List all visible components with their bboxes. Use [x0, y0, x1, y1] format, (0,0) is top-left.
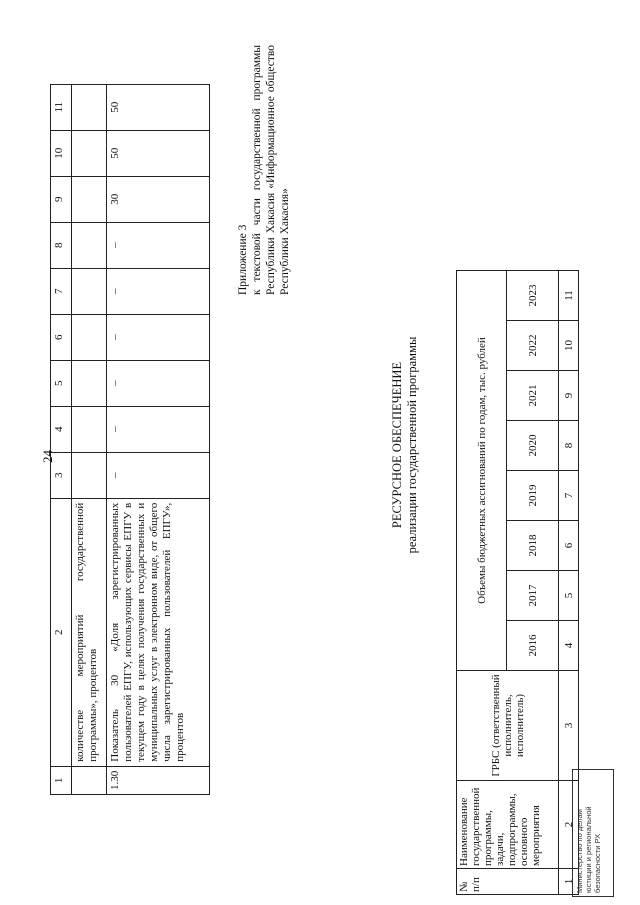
- value-cell: –: [107, 452, 210, 498]
- value-cell: –: [107, 314, 210, 360]
- header-cell: 9: [51, 176, 72, 222]
- value-cell: [72, 268, 107, 314]
- value-cell: –: [107, 360, 210, 406]
- value-cell: 30: [107, 176, 210, 222]
- stamp-line: безопасности РХ: [593, 833, 602, 893]
- index-cell: 8: [559, 421, 579, 471]
- value-cell: [72, 222, 107, 268]
- index-cell: 9: [559, 371, 579, 421]
- value-cell: [72, 360, 107, 406]
- row-number: 1.30: [107, 766, 210, 794]
- title-sub: реализации государственной программы: [405, 336, 419, 554]
- header-cell: 6: [51, 314, 72, 360]
- index-cell: 10: [559, 321, 579, 371]
- table-row: [107, 84, 210, 794]
- registration-stamp: [572, 769, 614, 897]
- value-cell: –: [107, 222, 210, 268]
- header-cell: 4: [51, 406, 72, 452]
- header-cell: 5: [51, 360, 72, 406]
- column-name-header: Наименование государственной программы, задачи, подпрограммы, основного мероприятия: [457, 781, 559, 869]
- value-cell: [72, 406, 107, 452]
- column-budget-header: Объемы бюджетных ассигнований по годам, тыс. рублей: [457, 271, 507, 671]
- table-header-row: [51, 84, 72, 794]
- appendix-note: [236, 45, 292, 295]
- index-cell: 4: [559, 621, 579, 671]
- appendix-reference: к текстовой части государственной программы Республики Хакасия «Информационное общество Республики Хакасия»: [251, 45, 291, 295]
- header-cell: 3: [51, 452, 72, 498]
- header-cell: 2: [51, 498, 72, 766]
- index-cell: 11: [559, 271, 579, 321]
- year-cell: 2017: [507, 571, 559, 621]
- document-title: [390, 285, 420, 605]
- year-cell: 2018: [507, 521, 559, 571]
- indicators-table: [50, 84, 210, 795]
- header-cell: 11: [51, 84, 72, 130]
- header-cell: 10: [51, 130, 72, 176]
- year-cell: 2021: [507, 371, 559, 421]
- year-cell: 2022: [507, 321, 559, 371]
- year-cell: 2023: [507, 271, 559, 321]
- column-grbs-header: ГРБС (ответственный исполнитель, исполнитель): [457, 671, 559, 781]
- year-cell: 2016: [507, 621, 559, 671]
- index-cell: 5: [559, 571, 579, 621]
- value-cell: [72, 314, 107, 360]
- value-cell: [72, 452, 107, 498]
- value-cell: [72, 130, 107, 176]
- index-cell: 3: [559, 671, 579, 781]
- column-number-header: № п/п: [457, 869, 559, 895]
- header-cell: 8: [51, 222, 72, 268]
- value-cell: –: [107, 406, 210, 452]
- value-cell: [72, 84, 107, 130]
- row-number: [72, 766, 107, 794]
- table-row: [72, 84, 107, 794]
- resource-table: [456, 270, 579, 895]
- index-cell: 6: [559, 521, 579, 571]
- value-cell: 50: [107, 84, 210, 130]
- year-cell: 2020: [507, 421, 559, 471]
- table-header-row: [457, 271, 507, 895]
- value-cell: [72, 176, 107, 222]
- year-cell: 2019: [507, 471, 559, 521]
- row-description: количестве мероприятий государственной программы», процентов: [72, 498, 107, 766]
- title-main: РЕСУРСНОЕ ОБЕСПЕЧЕНИЕ: [390, 361, 404, 529]
- stamp-line: юстиции и региональной: [584, 806, 593, 893]
- index-cell: 1: [559, 869, 579, 895]
- index-cell: 7: [559, 471, 579, 521]
- index-cell: 2: [559, 781, 579, 869]
- header-cell: 7: [51, 268, 72, 314]
- page-number: 24: [40, 450, 55, 463]
- stamp-line: Министерство по делам: [575, 809, 584, 893]
- appendix-number: Приложение 3: [237, 224, 249, 295]
- header-cell: 1: [51, 766, 72, 794]
- row-description: Показатель 30 «Доля зарегистрированных пользователей ЕПГУ, использующих сервисы ЕПГУ в текущем году в целях получения государственных и муниципальных услуг в электронном виде, от общего числа зарегистрированных пользователей ЕПГУ», процентов: [107, 498, 210, 766]
- value-cell: –: [107, 268, 210, 314]
- value-cell: 50: [107, 130, 210, 176]
